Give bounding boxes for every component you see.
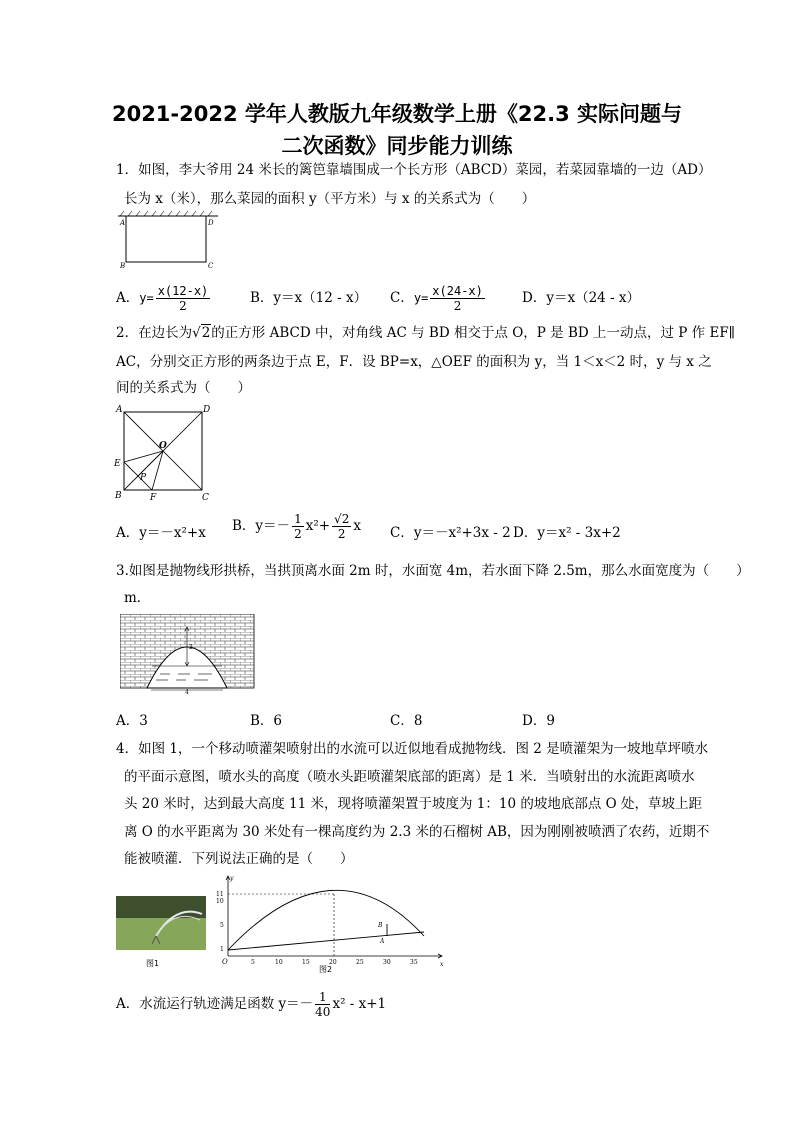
q1-figure bbox=[114, 210, 224, 272]
q4-fig2-ytick-10: 10 bbox=[216, 898, 224, 905]
q3-option-b[interactable]: B．6 bbox=[250, 713, 283, 729]
q4-fig2-xtick-20: 20 bbox=[329, 959, 337, 966]
q4-figure2-caption: 图2 bbox=[319, 965, 333, 974]
q2-option-d[interactable]: D．y＝x² - 3x+2 bbox=[513, 525, 621, 541]
q3-line1: 3.如图是抛物线形拱桥，当拱顶离水面 2m 时，水面宽 4m，若水面下降 2.5m，那么水面宽度为（ ） bbox=[116, 563, 750, 579]
q4-option-a[interactable]: A．水流运行轨迹满足函数 y＝－ $\frac{1}{40}$ x² - x+1 bbox=[116, 990, 387, 1019]
q2-line2: AC，分别交正方形的两条边于点 E，F．设 BP=x，△OEF 的面积为 y，当 1＜x＜2 时，y 与 x 之 bbox=[116, 354, 712, 370]
q4-line2: 的平面示意图，喷水头的高度（喷水头距喷灌架底部的距离）是 1 米．当喷射出的水流距离喷水 bbox=[124, 769, 695, 785]
q2-label-c: C bbox=[202, 493, 209, 503]
q2-option-b[interactable]: B．y＝－ $\frac{1}{2}$ x²+ $\frac{√2}{2}$ x bbox=[232, 512, 361, 541]
q1-option-a[interactable]: A．y= $\frac{x(12-x)}{2}$ bbox=[116, 284, 209, 313]
q4-fig2-xtick-10: 10 bbox=[275, 959, 283, 966]
q4-fig2-xtick-25: 25 bbox=[356, 959, 364, 966]
q2-label-e: E bbox=[114, 459, 121, 469]
q1-line2: 长为 x（米），那么菜园的面积 y（平方米）与 x 的关系式为（ ） bbox=[124, 191, 536, 207]
q4-figure1-photo bbox=[116, 896, 206, 950]
q4-line3: 头 20 米时，达到最大高度 11 米，现将喷灌架置于坡度为 1：10 的坡地底部点 O 处，草坡上距 bbox=[124, 796, 703, 812]
q3-label-width: 4 bbox=[185, 689, 189, 694]
q2-label-f: F bbox=[150, 493, 157, 503]
q2-label-p: P bbox=[140, 473, 147, 483]
q4-line1: 4．如图 1，一个移动喷灌架喷射出的水流可以近似地看成抛物线．图 2 是喷灌架为一坡地草坪喷水 bbox=[116, 741, 709, 757]
q1-label-b: B bbox=[120, 262, 126, 270]
q1-option-c[interactable]: C．y= $\frac{x(24-x)}{2}$ bbox=[390, 284, 483, 313]
q2-label-a: A bbox=[116, 405, 123, 415]
q3-option-d[interactable]: D．9 bbox=[522, 713, 555, 729]
q4-figure2-diagram bbox=[214, 872, 446, 972]
q4-fig2-ytick-11: 11 bbox=[216, 891, 224, 898]
q1-option-d[interactable]: D．y＝x（24 - x） bbox=[522, 290, 640, 306]
q2-label-o: O bbox=[159, 441, 167, 451]
q2-option-c[interactable]: C．y＝－x²+3x - 2 bbox=[390, 525, 511, 541]
q1-label-c: C bbox=[208, 262, 214, 270]
page-title-line1: 2021-2022 学年人教版九年级数学上册《22.3 实际问题与 bbox=[111, 102, 683, 126]
q4-fig2-ytick-1: 1 bbox=[220, 946, 224, 953]
page-title-line2: 二次函数》同步能力训练 bbox=[281, 134, 513, 158]
q1-line1: 1．如图，李大爷用 24 米长的篱笆靠墙围成一个长方形（ABCD）菜园，若菜园靠墙的一边（AD） bbox=[116, 162, 712, 178]
q3-label-height: 2 bbox=[189, 644, 193, 651]
q4-line5: 能被喷灌．下列说法正确的是（ ） bbox=[124, 851, 354, 867]
q1-label-a: A bbox=[120, 219, 126, 227]
q4-line4: 离 O 的水平距离为 30 米处有一棵高度约为 2.3 米的石榴树 AB，因为刚刚被喷洒了农药，近期不 bbox=[124, 824, 710, 840]
q4-fig2-xtick-35: 35 bbox=[410, 959, 418, 966]
q4-fig2-point-a: A bbox=[380, 938, 385, 945]
q2-option-a[interactable]: A．y＝－x²+x bbox=[116, 525, 206, 541]
q4-fig2-ytick-5: 5 bbox=[220, 922, 224, 929]
q2-label-b: B bbox=[115, 491, 122, 501]
q3-figure bbox=[120, 614, 256, 694]
q4-fig2-x-axis: x bbox=[440, 961, 444, 968]
q4-figure1-caption: 图1 bbox=[146, 959, 160, 968]
q3-option-a[interactable]: A．3 bbox=[116, 713, 148, 729]
q4-fig2-xtick-30: 30 bbox=[383, 959, 391, 966]
q4-fig2-origin: O bbox=[222, 958, 228, 966]
q1-label-d: D bbox=[208, 219, 214, 227]
q3-line2: m． bbox=[124, 590, 151, 606]
q3-option-c[interactable]: C．8 bbox=[390, 713, 423, 729]
q2-line1: 2．在边长为√2的正方形 ABCD 中，对角线 AC 与 BD 相交于点 O，P 是 BD 上一动点，过 P 作 EF∥ bbox=[116, 325, 735, 341]
q4-fig2-point-b: B bbox=[378, 922, 383, 929]
q4-fig2-y-axis: y bbox=[230, 875, 234, 882]
q4-fig2-xtick-15: 15 bbox=[302, 959, 310, 966]
q2-figure bbox=[112, 400, 216, 504]
q1-option-b[interactable]: B．y＝x（12 - x） bbox=[250, 290, 368, 306]
q2-label-d: D bbox=[203, 405, 211, 415]
q2-line3: 间的关系式为（ ） bbox=[116, 380, 251, 396]
q4-fig2-xtick-5: 5 bbox=[251, 959, 255, 966]
